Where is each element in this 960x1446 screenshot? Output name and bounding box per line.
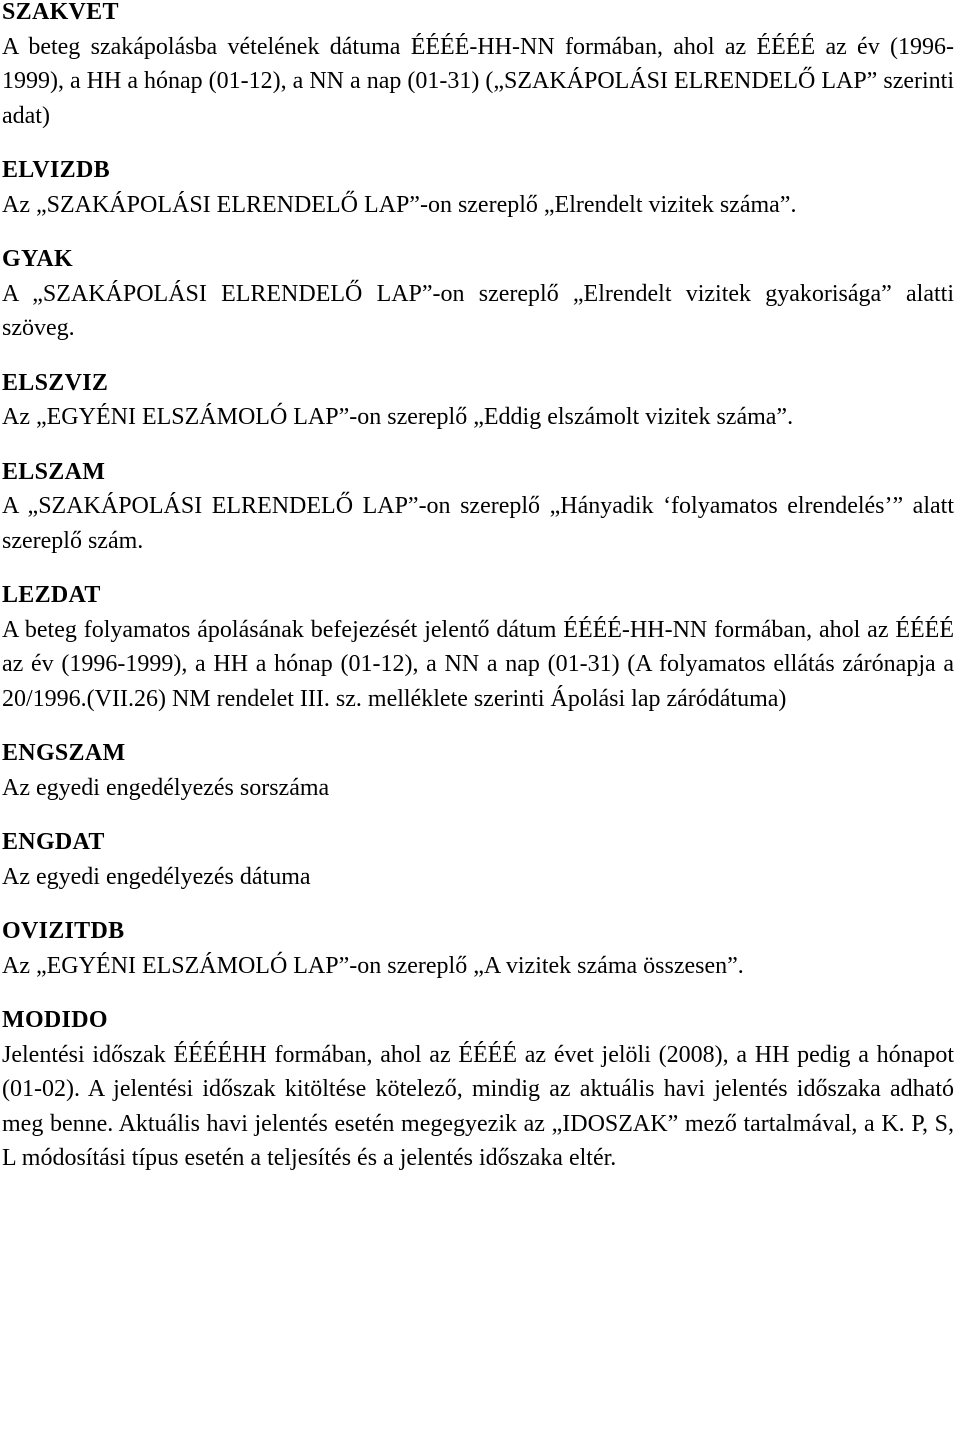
field-description: A „SZAKÁPOLÁSI ELRENDELŐ LAP”-on szereplő „Hányadik ‘folyamatos elrendelés’” alatt szereplő szám.: [2, 493, 954, 554]
field-description: Az egyedi engedélyezés dátuma: [2, 863, 311, 890]
field-description: A beteg szakápolásba vételének dátuma ÉÉÉÉ-HH-NN formában, ahol az ÉÉÉÉ az év (1996-1999), a HH a hónap (01-12), a NN a nap (01-31) („SZAKÁPOLÁSI ELRENDELŐ LAP” szerinti adat): [2, 33, 954, 129]
field-name: SZAKVET: [2, 0, 119, 25]
field-name: ELSZVIZ: [2, 369, 109, 396]
field-description: Az „SZAKÁPOLÁSI ELRENDELŐ LAP”-on szereplő „Elrendelt vizitek száma”.: [2, 191, 797, 218]
field-entry-szakvet: [2, 0, 954, 133]
field-entry-engdat: [2, 825, 954, 894]
field-description: A beteg folyamatos ápolásának befejezését jelentő dátum ÉÉÉÉ-HH-NN formában, ahol az ÉÉÉÉ az év (1996-1999), a HH a hónap (01-12), a NN a nap (01-31) (A folyamatos ellátás zárónapja a 20/1996.(VII.26) NM rendelet III. sz. melléklete szerinti Ápolási lap záródátuma): [2, 616, 954, 712]
field-name: LEZDAT: [2, 582, 101, 608]
field-name: ENGDAT: [2, 829, 105, 855]
field-description: Az „EGYÉNI ELSZÁMOLÓ LAP”-on szereplő „A vizitek száma összesen”.: [2, 952, 744, 979]
field-entry-elszam: [2, 455, 954, 559]
field-entry-elszviz: [2, 366, 954, 435]
field-name: ELVIZDB: [2, 157, 110, 183]
field-name: OVIZITDB: [2, 918, 125, 944]
field-description: A „SZAKÁPOLÁSI ELRENDELŐ LAP”-on szereplő „Elrendelt vizitek gyakorisága” alatti szöveg.: [2, 280, 954, 341]
field-description: Az „EGYÉNI ELSZÁMOLÓ LAP”-on szereplő „Eddig elszámolt vizitek száma”.: [2, 404, 794, 430]
field-name: ENGSZAM: [2, 740, 126, 766]
field-entry-elvizdb: [2, 153, 954, 222]
field-name: MODIDO: [2, 1007, 108, 1033]
field-name: ELSZAM: [2, 458, 106, 485]
field-entry-ovizitdb: [2, 914, 954, 983]
field-entry-engszam: [2, 736, 954, 805]
field-description: Az egyedi engedélyezés sorszáma: [2, 774, 330, 801]
field-name: GYAK: [2, 246, 73, 272]
field-entry-gyak: [2, 242, 954, 346]
field-entry-lezdat: [2, 578, 954, 716]
field-description: Jelentési időszak ÉÉÉÉHH formában, ahol az ÉÉÉÉ az évet jelöli (2008), a HH pedig a hónapot (01-02). A jelentési időszak kitöltése kötelező, mindig az aktuális havi jelentés időszaka adható meg benne. Aktuális havi jelentés esetén megegyezik az „IDOSZAK” mező tartalmával, a K. P, S, L módosítási típus esetén a teljesítés és a jelentés időszaka eltér.: [2, 1041, 954, 1171]
field-entry-modido: [2, 1003, 954, 1176]
